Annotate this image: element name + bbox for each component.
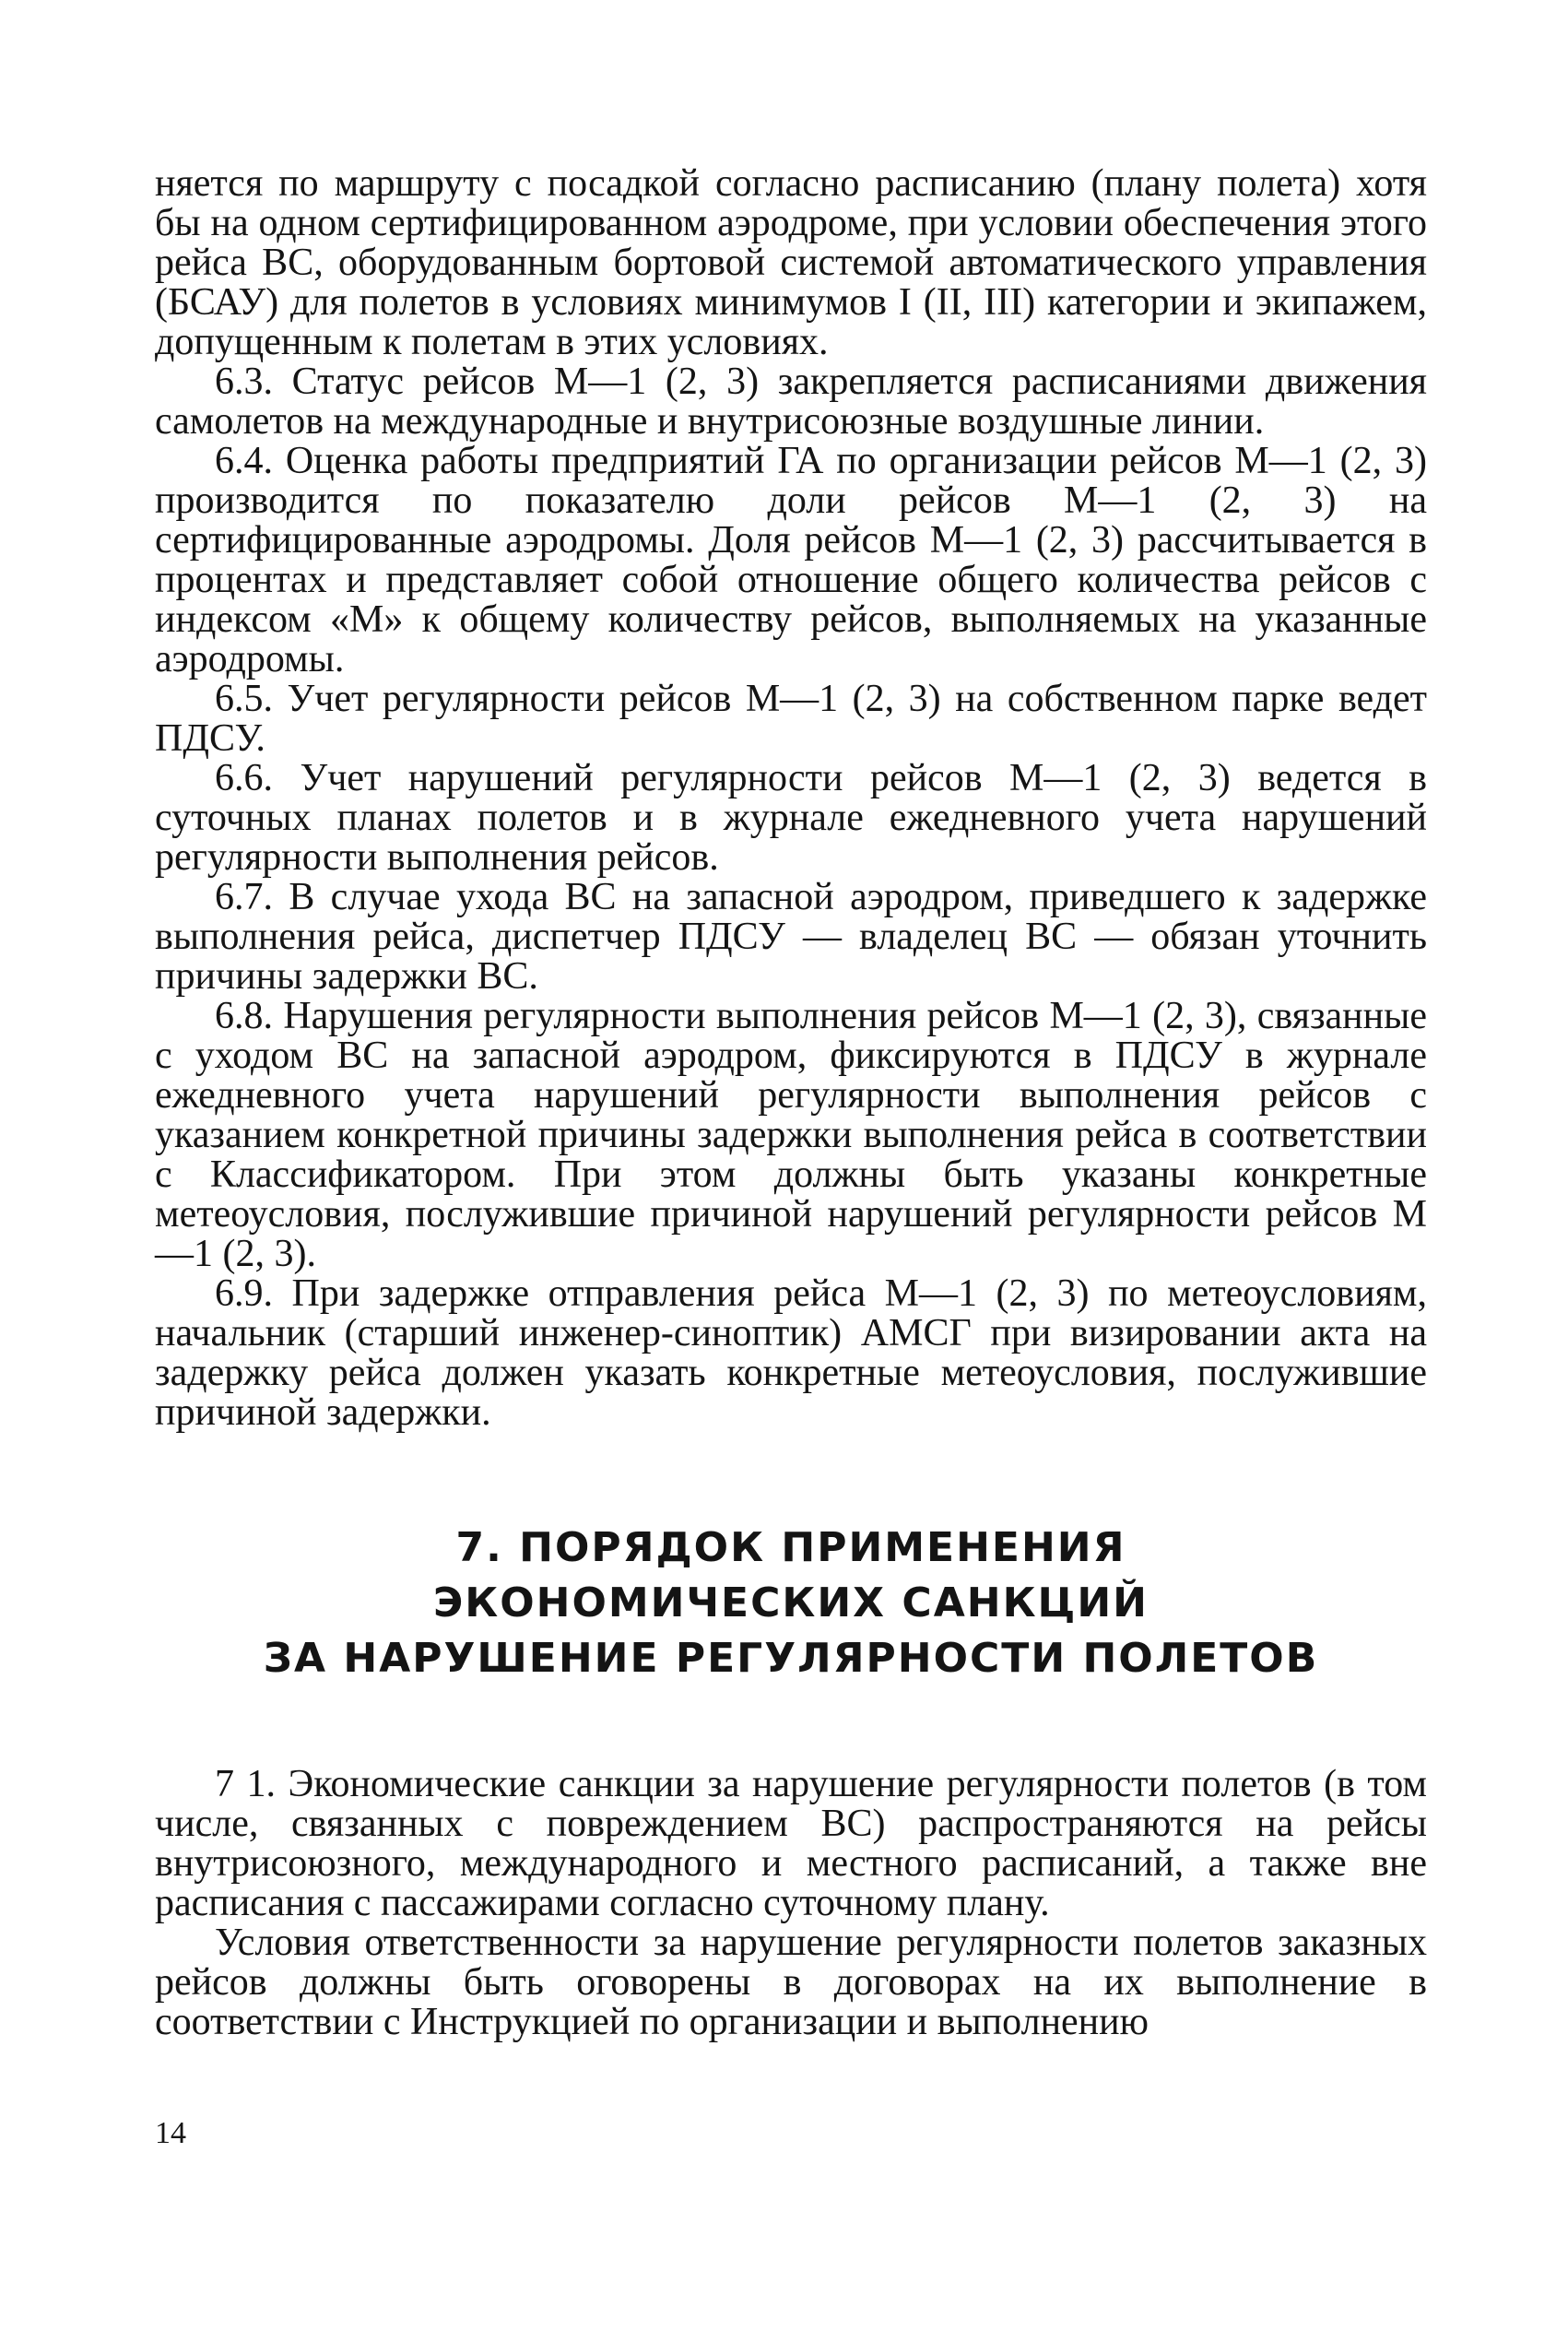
paragraph-6-9: 6.9. При задержке отправления рейса М—1 (2, 3) по метеоусловиям, начальник (старший инженер-синоптик) АМСГ при визировании акта на задержку рейса должен указать конкретные метеоусловия, послужившие причиной задержки. — [155, 1272, 1427, 1434]
heading-line: ЭКОНОМИЧЕСКИХ САНКЦИЙ — [432, 1579, 1149, 1626]
paragraph-6-3: 6.3. Статус рейсов М—1 (2, 3) закрепляется расписаниями движения самолетов на международные и внутрисоюзные воздушные линии. — [155, 361, 1427, 443]
page-number: 14 — [155, 2116, 186, 2150]
paragraph-6-6: 6.6. Учет нарушений регулярности рейсов М—1 (2, 3) ведется в суточных планах полетов и в журнале ежедневного учета нарушений регулярности выполнения рейсов. — [155, 757, 1427, 879]
paragraph-6-8: 6.8. Нарушения регулярности выполнения рейсов М—1 (2, 3), связанные с уходом ВС на запасной аэродром, фиксируются в ПДСУ в журнале ежедневного учета нарушений регулярности выполнения рейсов с указанием конкретной причины задержки выполнения рейса в соответствии с Классификатором. При этом должны быть указаны конкретные метеоусловия, послужившие причиной нарушений регулярности рейсов М—1 (2, 3). — [155, 995, 1427, 1275]
paragraph-6-4: 6.4. Оценка работы предприятий ГА по организации рейсов М—1 (2, 3) производится по показателю доли рейсов М—1 (2, 3) на сертифицированные аэродромы. Доля рейсов М—1 (2, 3) рассчитывается в процентах и представляет собой отношение общего количества рейсов с индексом «М» к общему количеству рейсов, выполняемых на указанные аэродромы. — [155, 440, 1427, 680]
paragraph-6-7: 6.7. В случае ухода ВС на запасной аэродром, приведшего к задержке выполнения рейса, диспетчер ПДСУ — владелец ВС — обязан уточнить причины задержки ВС. — [155, 876, 1427, 998]
paragraph-6-5: 6.5. Учет регулярности рейсов М—1 (2, 3) на собственном парке ведет ПДСУ. — [155, 678, 1427, 760]
paragraph-7-1: 7 1. Экономические санкции за нарушение регулярности полетов (в том числе, связанных с повреждением ВС) распространяются на рейсы внутрисоюзного, международного и местного расписаний, а также вне расписания с пассажирами согласно суточному плану. — [155, 1763, 1427, 1924]
paragraph-6-2-continuation: няется по маршруту с посадкой согласно расписанию (плану полета) хотя бы на одном сертифицированном аэродроме, при условии обеспечения этого рейса ВС, оборудованным бортовой системой автоматического управления (БСАУ) для полетов в условиях минимумов I (II, III) категории и экипажем, допущенным к полетам в этих условиях. — [155, 162, 1427, 363]
heading-line: 7. ПОРЯДОК ПРИМЕНЕНИЯ — [455, 1524, 1126, 1571]
document-page — [155, 164, 1427, 2042]
paragraph-7-1-conditions: Условия ответственности за нарушение регулярности полетов заказных рейсов должны быть оговорены в договорах на их выполнение в соответствии с Инструкцией по организации и выполнению — [155, 1922, 1427, 2043]
heading-line: ЗА НАРУШЕНИЕ РЕГУЛЯРНОСТИ ПОЛЕТОВ — [263, 1635, 1319, 1682]
section-7-heading — [155, 1520, 1427, 1686]
